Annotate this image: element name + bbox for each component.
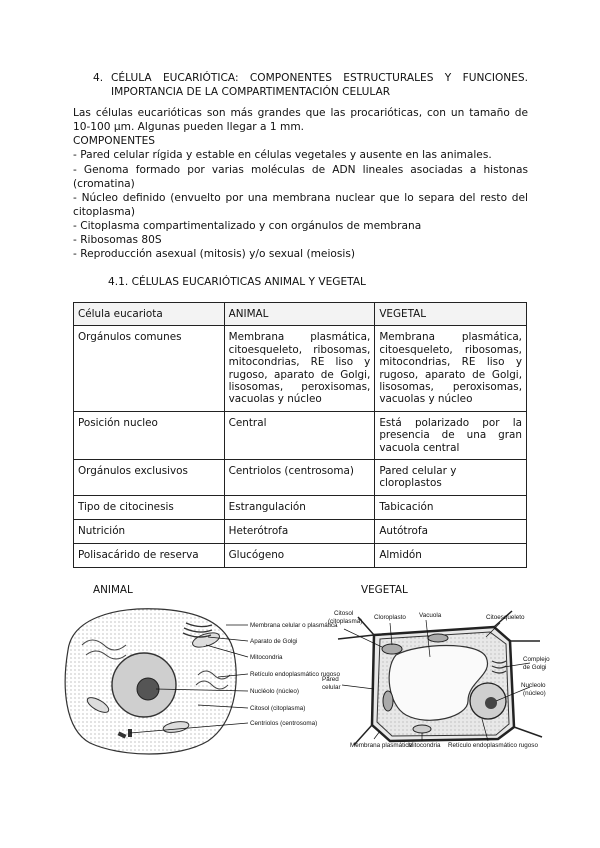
section-number: 4. [93,72,104,84]
animal-label: Aparato de Golgi [250,638,298,645]
table-row [74,543,527,567]
row-label: Orgánulos exclusivos [74,460,225,496]
vegetal-cell: Pared celular y cloroplastos [375,460,527,496]
row-label: Nutrición [74,519,225,543]
vegetal-label-reticulo: Retículo endoplasmático rugoso [448,742,538,749]
chloroplast-shape [382,644,402,654]
vegetal-label-nucleo: (núcleo) [523,690,546,697]
animal-label: Retículo endoplasmático rugoso [250,671,340,678]
vegetal-label-citoesqueleto: Citoesqueleto [486,614,525,621]
section-heading [93,71,528,99]
vegetal-cell: Tabicación [375,495,527,519]
component-item: - Citoplasma compartimentalizado y con orgánulos de membrana [73,220,422,232]
component-item: - Genoma formado por varias moléculas de ADN lineales asociadas a histonas (cromatina) [73,164,528,191]
vegetal-cell: Autótrofa [375,519,527,543]
table-header: ANIMAL [224,303,375,326]
table-row [74,495,527,519]
vegetal-label-pared: celular [322,684,341,691]
row-label: Polisacárido de reserva [74,543,225,567]
table-row [74,326,527,411]
vegetal-label-golgi: de Golgi [523,664,547,671]
vegetal-label-citosol: Citosol [334,610,354,617]
animal-cell: Estrangulación [224,495,375,519]
table-header: VEGETAL [375,303,527,326]
subsection-title: 4.1. CÉLULAS EUCARIÓTICAS ANIMAL Y VEGETAL [108,276,366,288]
vegetal-cell: Membrana plasmática, citoesqueleto, ribosomas, mitocondrias, RE liso y rugoso, aparato de Golgi, lisosomas, peroxisomas, vacuolas y núcleo [375,326,527,411]
vegetal-label-membrana: Membrana plasmática [350,742,412,749]
animal-cell: Membrana plasmática, citoesqueleto, ribosomas, mitocondrias, RE liso y rugoso, aparato de Golgi, lisosomas, peroxisomas, vacuolas y núcleo [224,326,375,411]
animal-cell: Heterótrofa [224,519,375,543]
row-label: Tipo de citocinesis [74,495,225,519]
table-row [74,460,527,496]
row-label: Orgánulos comunes [74,326,225,411]
animal-cell: Glucógeno [224,543,375,567]
vegetal-label-nucleo: Nucleolo [521,682,546,689]
animal-label: Citosol (citoplasma) [250,705,306,712]
chloroplast-shape [383,691,393,711]
component-item: - Núcleo definido (envuelto por una membrana nuclear que lo separa del resto del citoplasma) [73,192,528,219]
component-item: - Pared celular rígida y estable en células vegetales y ausente en las animales. [73,149,492,161]
table-row [74,411,527,459]
table-header: Célula eucariota [74,303,225,326]
vegetal-figure-title: VEGETAL [361,584,408,596]
row-label: Posición nucleo [74,411,225,459]
animal-figure-title: ANIMAL [93,584,133,596]
component-item: - Ribosomas 80S [73,234,162,246]
components-title: COMPONENTES [73,135,156,147]
section-title-line2: IMPORTANCIA DE LA COMPARTIMENTACIÓN CELULAR [111,86,391,98]
animal-label: Centriolos (centrosoma) [250,720,318,727]
animal-label: Mitocondria [250,654,283,661]
vegetal-label-cloroplasto: Cloroplasto [374,614,406,621]
intro-paragraph: Las células eucarióticas son más grandes que las procarióticas, con un tamaño de 10-100 µm. Algunas pueden llegar a 1 mm. [73,107,528,134]
vegetal-cell: Almidón [375,543,527,567]
vegetal-label-mitocondria: Mitocondria [408,742,441,749]
table-row [74,519,527,543]
component-item: - Reproducción asexual (mitosis) y/o sexual (meiosis) [73,248,355,260]
animal-cell: Central [224,411,375,459]
comparison-table [73,302,527,568]
vegetal-label-citosol: (citoplasma) [328,618,363,625]
section-title-line1: CÉLULA EUCARIÓTICA: COMPONENTES ESTRUCTURALES Y FUNCIONES. [111,72,528,84]
mitochondria-shape [413,725,431,733]
nucleolus-shape [137,678,159,700]
vegetal-label-golgi: Complejo [523,656,550,663]
vegetal-label-vacuola: Vacuola [419,612,442,619]
table-header-row [74,303,527,326]
vegetal-label-pared: Pared [322,676,339,683]
animal-label: Membrana celular o plasmática [250,622,338,629]
nucleolus-shape [485,697,497,709]
animal-cell: Centriolos (centrosoma) [224,460,375,496]
vegetal-cell-diagram [318,605,548,755]
vegetal-cell: Está polarizado por la presencia de una gran vacuola central [375,411,527,459]
animal-label: Nucléolo (núcleo) [250,688,300,695]
chloroplast-shape [428,634,448,642]
